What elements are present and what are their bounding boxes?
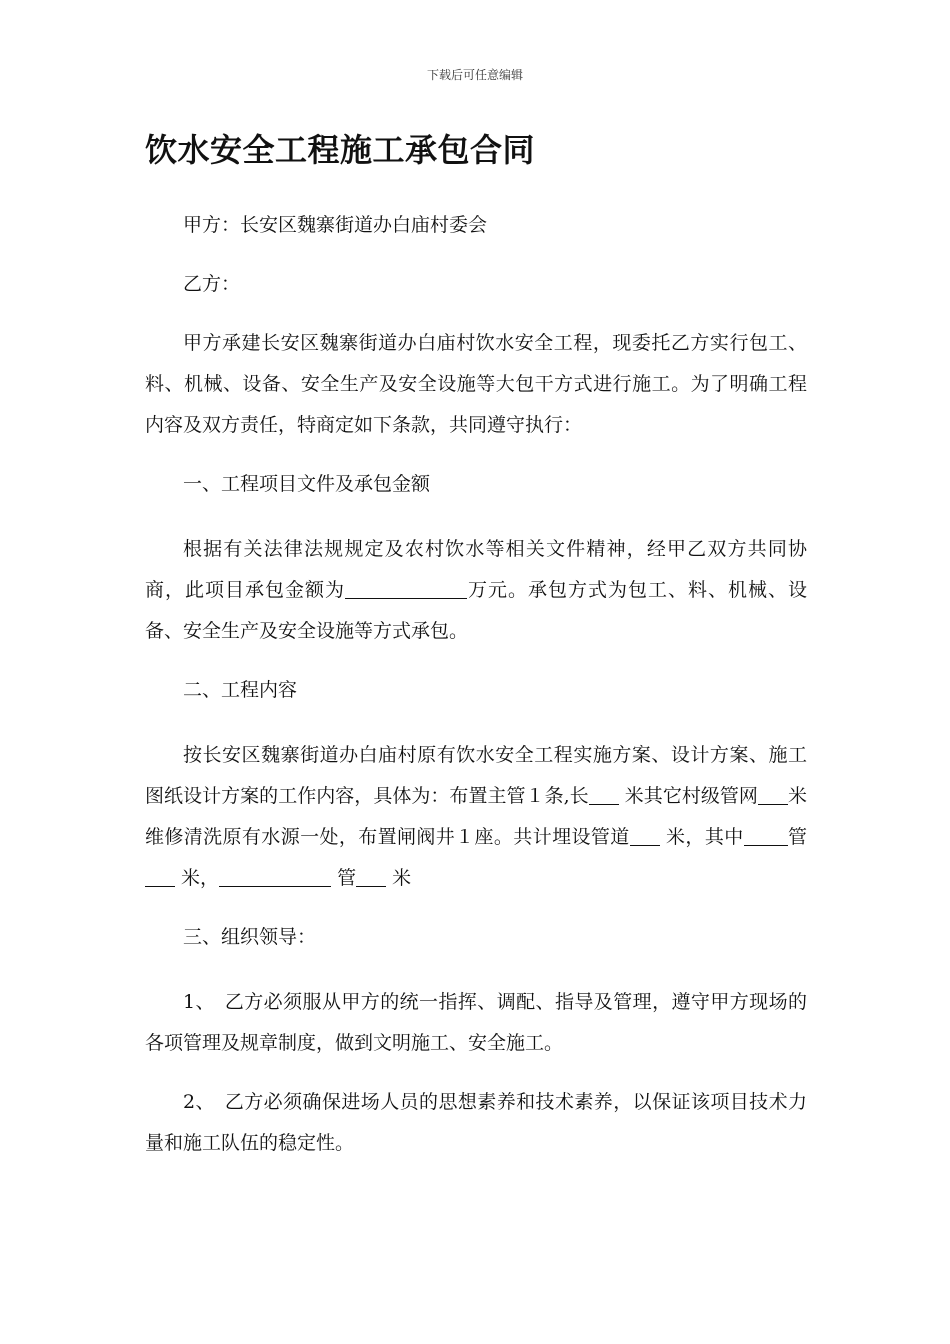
section-1-heading: 一、工程项目文件及承包金额	[183, 473, 431, 495]
section-3-item-2: 2、 乙方必须确保进场人员的思想素养和技术素养，以保证该项目技术力量和施工队伍的稳定性。	[145, 1091, 807, 1154]
section-2-text-2: 米其它村级管网	[618, 785, 758, 807]
main-pipe-length-blank	[589, 784, 619, 805]
pipe-type-2-length-blank	[356, 866, 386, 887]
section-2-text-3: 米维修清洗原有水源一处，布置闸阀井１座。共计埋设管道	[145, 785, 807, 848]
section-2-paragraph	[145, 735, 807, 899]
section-3-item-1: 1、 乙方必须服从甲方的统一指挥、调配、指导及管理，遵守甲方现场的各项管理及规章制度，做到文明施工、安全施工。	[145, 991, 807, 1054]
intro-paragraph: 甲方承建长安区魏寨街道办白庙村饮水安全工程，现委托乙方实行包工、料、机械、设备、安全生产及安全设施等大包干方式进行施工。为了明确工程内容及双方责任，特商定如下条款，共同遵守执行：	[145, 332, 807, 436]
section-2-text-6: 米，	[175, 867, 220, 889]
section-2-text-5: 管	[787, 826, 807, 848]
section-2-text-4: 米，其中	[659, 826, 744, 848]
total-pipe-length-blank	[630, 825, 660, 846]
section-2-text-8: 米	[386, 867, 412, 889]
party-a: 甲方：长安区魏寨街道办白庙村委会	[183, 214, 488, 236]
section-3-heading: 三、组织领导：	[183, 926, 317, 948]
section-2-text-1: 按长安区魏寨街道办白庙村原有饮水安全工程实施方案、设计方案、施工图纸设计方案的工作内容，具体为：布置主管１条,长	[145, 744, 807, 807]
section-1-text-b: 万元。承包方式为包工、料、机械、设备、安全生产及安全设施等方式承包。	[145, 579, 807, 642]
section-2-heading: 二、工程内容	[183, 679, 298, 701]
party-b: 乙方：	[183, 273, 241, 295]
pipe-type-2-blank	[219, 866, 331, 887]
section-1-text-a: 根据有关法律法规规定及农村饮水等相关文件精神，经甲乙双方共同协商，此项目承包金额为	[145, 538, 807, 601]
document-body	[145, 128, 807, 1182]
village-network-length-blank	[758, 784, 788, 805]
pipe-type-1-blank	[744, 825, 788, 846]
section-2-text-7: 管	[331, 867, 357, 889]
page-header-note: 下载后可任意编辑	[426, 68, 523, 82]
contract-amount-blank	[345, 578, 467, 599]
pipe-type-1-length-blank	[145, 866, 175, 887]
section-1-paragraph	[145, 529, 807, 652]
document-title: 饮水安全工程施工承包合同	[145, 131, 536, 169]
